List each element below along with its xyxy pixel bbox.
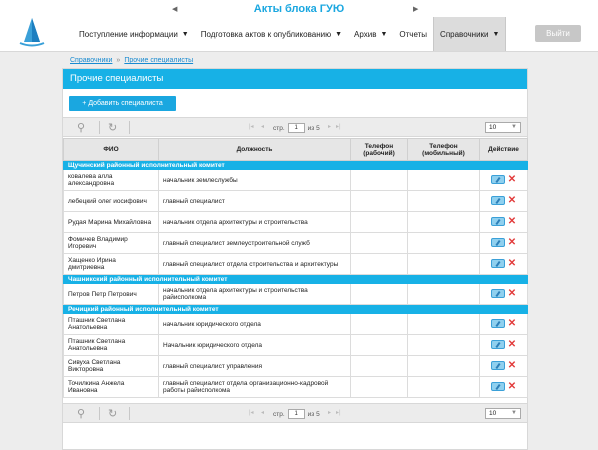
cell-position: начальник юридического отдела	[159, 314, 351, 335]
cell-mobile-phone	[408, 170, 480, 191]
cell-actions	[480, 254, 528, 275]
row-actions	[491, 319, 516, 328]
page-size-select[interactable]: 10 ▼	[485, 408, 521, 419]
cell-fio: лебецкий олег иосифович	[64, 191, 159, 212]
breadcrumb-directories[interactable]: Справочники	[70, 57, 113, 64]
top-pager	[63, 117, 527, 137]
caret-down-icon: ▼	[335, 30, 343, 38]
prev-page-icon[interactable]: ◂	[261, 410, 265, 416]
menu-item-directories[interactable]: Справочники ▼	[433, 17, 506, 51]
next-arrow-icon[interactable]: ▶	[413, 6, 419, 13]
table-row[interactable]	[64, 254, 528, 275]
cell-actions	[480, 170, 528, 191]
edit-icon[interactable]	[491, 319, 505, 328]
divider	[99, 121, 100, 134]
col-header-work-phone[interactable]: Телефон (рабочий)	[351, 139, 408, 161]
cell-fio: Пташник Светлана Анатольевна	[64, 314, 159, 335]
table-body	[64, 161, 528, 398]
delete-icon[interactable]: ✕	[507, 317, 517, 329]
cell-work-phone	[351, 314, 408, 335]
cell-work-phone	[351, 212, 408, 233]
cell-mobile-phone	[408, 212, 480, 233]
edit-icon[interactable]	[491, 259, 505, 268]
next-page-icon[interactable]: ▸	[328, 124, 332, 130]
panel-title: Прочие специалисты	[63, 69, 527, 89]
table-row[interactable]	[64, 233, 528, 254]
row-actions	[491, 361, 516, 370]
cell-position: главный специалист	[159, 191, 351, 212]
cell-position: главный специалист управления	[159, 356, 351, 377]
edit-icon[interactable]	[491, 238, 505, 247]
row-actions	[491, 238, 516, 247]
table-row[interactable]	[64, 191, 528, 212]
caret-down-icon: ▼	[181, 30, 189, 38]
prev-page-icon[interactable]: ◂	[261, 124, 265, 130]
cell-position: начальник отдела архитектуры и строительства райисполкома	[159, 284, 351, 305]
breadcrumb-current[interactable]: Прочие специалисты	[124, 57, 194, 64]
col-header-actions: Действие	[480, 139, 528, 161]
logout-button[interactable]: Выйти	[535, 25, 581, 42]
cell-actions	[480, 377, 528, 398]
divider	[129, 407, 130, 420]
caret-down-icon: ▼	[492, 30, 500, 38]
logo-icon	[18, 16, 46, 48]
group-label: Чашникский районный исполнительный комитет	[64, 275, 528, 284]
cell-mobile-phone	[408, 284, 480, 305]
page-input[interactable]: 1	[288, 409, 305, 419]
cell-position: начальник отдела архитектуры и строительства	[159, 212, 351, 233]
chevron-down-icon: ▼	[511, 410, 517, 416]
table-row[interactable]	[64, 314, 528, 335]
bottom-pager	[63, 403, 527, 423]
group-row	[64, 305, 528, 314]
table-header-row	[64, 139, 528, 161]
menu-item-prepare[interactable]: Подготовка актов к опубликованию ▼	[200, 29, 343, 39]
delete-icon[interactable]: ✕	[507, 380, 517, 392]
delete-icon[interactable]: ✕	[507, 236, 517, 248]
edit-icon[interactable]	[491, 217, 505, 226]
table-row[interactable]	[64, 377, 528, 398]
divider	[99, 407, 100, 420]
edit-icon[interactable]	[491, 196, 505, 205]
last-page-icon[interactable]: ▸|	[336, 124, 341, 130]
row-actions	[491, 259, 516, 268]
delete-icon[interactable]: ✕	[507, 257, 517, 269]
first-page-icon[interactable]: |◂	[249, 410, 254, 416]
chevron-down-icon: ▼	[511, 124, 517, 130]
prev-arrow-icon[interactable]: ◀	[172, 6, 178, 13]
cell-position: главный специалист отдела организационно-кадровой работы райисполкома	[159, 377, 351, 398]
edit-icon[interactable]	[491, 340, 505, 349]
cell-work-phone	[351, 254, 408, 275]
group-row	[64, 161, 528, 170]
cell-actions	[480, 314, 528, 335]
group-row	[64, 275, 528, 284]
delete-icon[interactable]: ✕	[507, 359, 517, 371]
first-page-icon[interactable]: |◂	[249, 124, 254, 130]
cell-fio: ковалева алла александровна	[64, 170, 159, 191]
cell-fio: Пташник Светлана Анатольевна	[64, 335, 159, 356]
delete-icon[interactable]: ✕	[507, 173, 517, 185]
table-row[interactable]	[64, 335, 528, 356]
cell-fio: Петров Петр Петрович	[64, 284, 159, 305]
breadcrumb-separator: »	[116, 57, 121, 64]
page-size-select[interactable]: 10 ▼	[485, 122, 521, 133]
cell-actions	[480, 233, 528, 254]
top-header	[0, 0, 598, 52]
search-icon[interactable]: ⚲	[77, 122, 86, 134]
refresh-icon[interactable]: ↻	[108, 408, 118, 420]
row-actions	[491, 217, 516, 226]
edit-icon[interactable]	[491, 382, 505, 391]
delete-icon[interactable]: ✕	[507, 215, 517, 227]
cell-mobile-phone	[408, 356, 480, 377]
cell-fio: Сивуха Светлана Викторовна	[64, 356, 159, 377]
cell-actions	[480, 191, 528, 212]
last-page-icon[interactable]: ▸|	[336, 410, 341, 416]
app-title: Акты блока ГУЮ	[253, 3, 345, 15]
breadcrumb	[70, 57, 193, 64]
table-row[interactable]	[64, 356, 528, 377]
edit-icon[interactable]	[491, 361, 505, 370]
cell-actions	[480, 335, 528, 356]
cell-mobile-phone	[408, 233, 480, 254]
page-indicator: стр. 1 из 5	[273, 124, 320, 132]
cell-work-phone	[351, 377, 408, 398]
specialists-table	[63, 138, 528, 398]
page-input[interactable]: 1	[288, 123, 305, 133]
table-row[interactable]	[64, 170, 528, 191]
cell-actions	[480, 212, 528, 233]
cell-actions	[480, 284, 528, 305]
menu-item-archive[interactable]: Архив ▼	[354, 29, 388, 39]
cell-mobile-phone	[408, 191, 480, 212]
cell-work-phone	[351, 233, 408, 254]
add-specialist-button[interactable]: + Добавить специалиста	[69, 96, 176, 111]
row-actions	[491, 340, 516, 349]
menu-item-reports[interactable]: Отчеты	[399, 29, 428, 39]
row-actions	[491, 289, 516, 298]
cell-work-phone	[351, 356, 408, 377]
cell-position: Начальник юридического отдела	[159, 335, 351, 356]
cell-mobile-phone	[408, 335, 480, 356]
col-header-mobile-phone[interactable]: Телефон (мобильный)	[408, 139, 480, 161]
cell-position: главный специалист землеустроительной служб	[159, 233, 351, 254]
search-icon[interactable]: ⚲	[77, 408, 86, 420]
cell-position: начальник землеслужбы	[159, 170, 351, 191]
divider	[129, 121, 130, 134]
group-label: Щучинский районный исполнительный комитет	[64, 161, 528, 170]
cell-fio: Фомичев Владимир Игоревич	[64, 233, 159, 254]
cell-work-phone	[351, 191, 408, 212]
next-page-icon[interactable]: ▸	[328, 410, 332, 416]
cell-fio: Точилкина Анжела Ивановна	[64, 377, 159, 398]
main-menu	[73, 17, 506, 51]
cell-work-phone	[351, 284, 408, 305]
refresh-icon[interactable]: ↻	[108, 122, 118, 134]
col-header-position[interactable]: Должность	[159, 139, 351, 161]
menu-item-intake[interactable]: Поступление информации ▼	[79, 29, 189, 39]
row-actions	[491, 196, 516, 205]
cell-work-phone	[351, 170, 408, 191]
delete-icon[interactable]: ✕	[507, 338, 517, 350]
caret-down-icon: ▼	[380, 30, 388, 38]
delete-icon[interactable]: ✕	[507, 194, 517, 206]
cell-mobile-phone	[408, 314, 480, 335]
delete-icon[interactable]: ✕	[507, 287, 517, 299]
cell-mobile-phone	[408, 377, 480, 398]
row-actions	[491, 382, 516, 391]
cell-work-phone	[351, 335, 408, 356]
page-indicator: стр. 1 из 5	[273, 410, 320, 418]
row-actions	[491, 175, 516, 184]
edit-icon[interactable]	[491, 175, 505, 184]
col-header-fio[interactable]: ФИО	[64, 139, 159, 161]
cell-position: главный специалист отдела строительства и архитектуры	[159, 254, 351, 275]
group-label: Речицкий районный исполнительный комитет	[64, 305, 528, 314]
edit-icon[interactable]	[491, 289, 505, 298]
cell-actions	[480, 356, 528, 377]
cell-fio: Рудая Марина Михайловна	[64, 212, 159, 233]
table-row[interactable]	[64, 284, 528, 305]
cell-mobile-phone	[408, 254, 480, 275]
table-row[interactable]	[64, 212, 528, 233]
cell-fio: Хащенко Ирина дмитриевна	[64, 254, 159, 275]
